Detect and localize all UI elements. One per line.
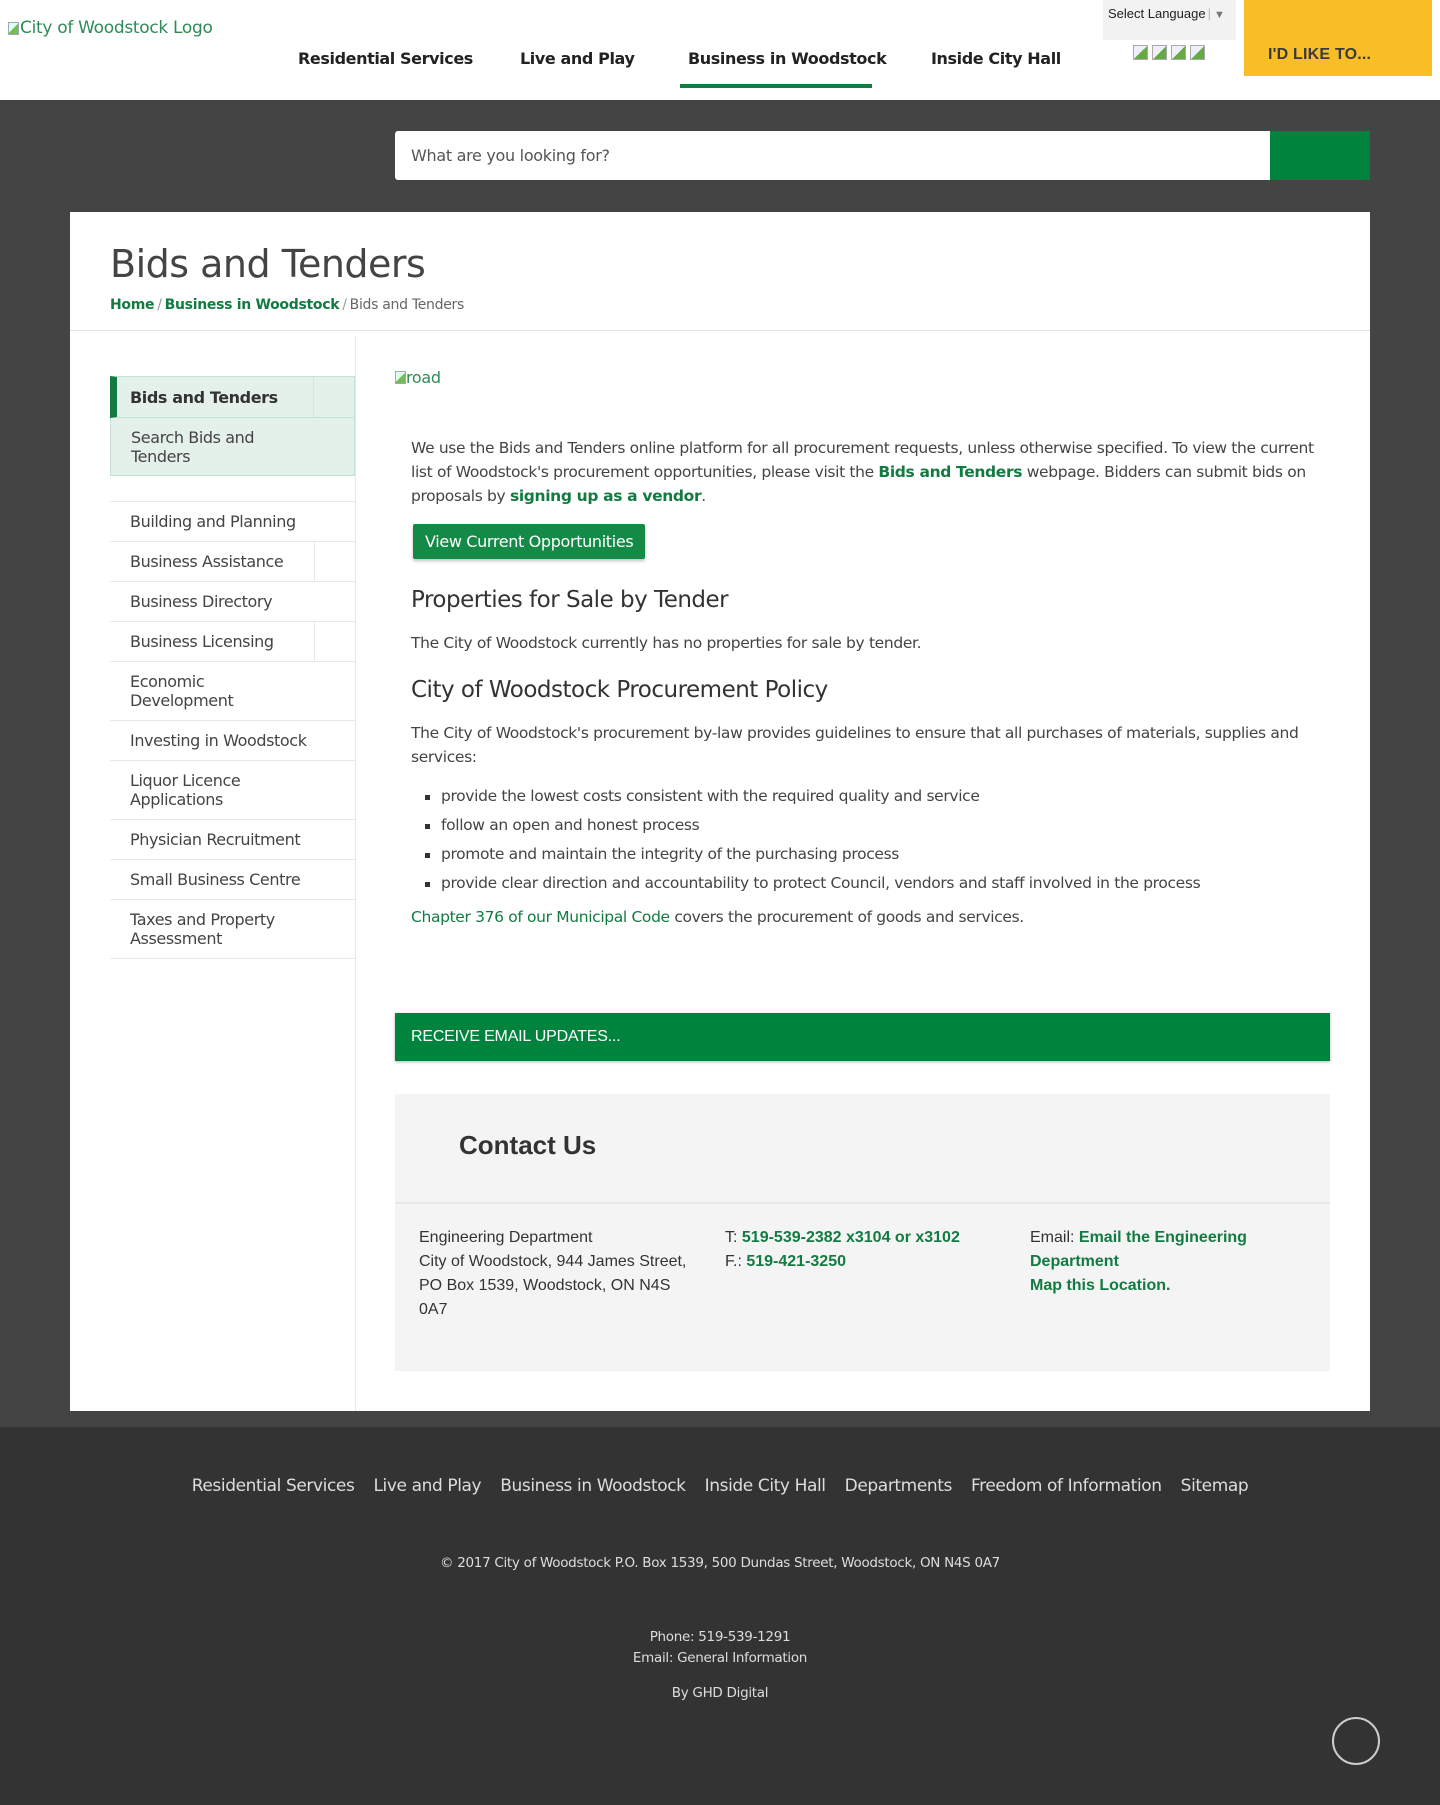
back-to-top-button[interactable] bbox=[1332, 1717, 1380, 1765]
id-like-to-button[interactable]: I'D LIKE TO... bbox=[1244, 0, 1432, 76]
properties-heading: Properties for Sale by Tender bbox=[411, 587, 729, 613]
active-nav-indicator bbox=[680, 84, 872, 88]
properties-text: The City of Woodstock currently has no properties for sale by tender. bbox=[411, 634, 922, 652]
flag-icon[interactable] bbox=[1171, 45, 1186, 60]
list-item: promote and maintain the integrity of the purchasing process bbox=[425, 840, 1330, 869]
list-item: provide the lowest costs consistent with the required quality and service bbox=[425, 782, 1330, 811]
dropdown-arrow-icon: ▼ bbox=[1213, 9, 1225, 21]
receive-email-updates-button[interactable]: RECEIVE EMAIL UPDATES... bbox=[395, 1013, 1330, 1061]
site-footer bbox=[0, 1427, 1440, 1805]
contact-phone: T: 519-539-2382 x3104 or x3102 F.: 519-421-3250 bbox=[725, 1229, 960, 1270]
sidebar-item-business-assistance[interactable]: Business Assistance bbox=[110, 541, 355, 581]
flag-icon[interactable] bbox=[1133, 45, 1148, 60]
road-image: road bbox=[395, 368, 1330, 387]
view-opportunities-button[interactable]: View Current Opportunities bbox=[413, 524, 645, 559]
search-input[interactable] bbox=[395, 131, 1271, 180]
sidebar-divider bbox=[355, 336, 356, 1411]
phone-link[interactable]: 519-539-2382 x3104 or x3102 bbox=[741, 1229, 960, 1246]
main-content bbox=[395, 368, 1330, 929]
footer-link-business[interactable]: Business in Woodstock bbox=[500, 1476, 686, 1496]
sidebar-nav bbox=[110, 376, 355, 959]
sidebar-item-investing[interactable]: Investing in Woodstock bbox=[110, 720, 355, 760]
bids-and-tenders-link[interactable]: Bids and Tenders bbox=[878, 463, 1023, 481]
fax-link[interactable]: 519-421-3250 bbox=[746, 1253, 846, 1270]
nav-inside-city-hall[interactable]: Inside City Hall bbox=[931, 49, 1061, 68]
sidebar-item-business-directory[interactable]: Business Directory bbox=[110, 581, 355, 621]
policy-text: The City of Woodstock's procurement by-law provides guidelines to ensure that all purchases of materials, supplies and services: bbox=[411, 724, 1299, 766]
language-select-label: Select Language bbox=[1108, 6, 1206, 21]
site-header bbox=[0, 0, 1440, 100]
sidebar-item-building-planning[interactable]: Building and Planning bbox=[110, 501, 355, 541]
footer-nav bbox=[0, 1476, 1440, 1496]
page-title: Bids and Tenders bbox=[110, 242, 426, 286]
sidebar-item-taxes-property[interactable]: Taxes and Property Assessment bbox=[110, 899, 355, 959]
policy-list bbox=[411, 782, 1330, 898]
contact-heading: Contact Us bbox=[459, 1130, 597, 1160]
logo-alt-text: City of Woodstock Logo bbox=[20, 18, 213, 38]
contact-address: Engineering Department City of Woodstock, 944 James Street, PO Box 1539, Woodstock, ON N4S 0A7 bbox=[419, 1229, 687, 1318]
list-item: provide clear direction and accountability to protect Council, vendors and staff involved in the process bbox=[425, 869, 1330, 898]
copyright: © 2017 City of Woodstock P.O. Box 1539, 500 Dundas Street, Woodstock, ON N4S 0A7 bbox=[440, 1555, 1000, 1571]
breadcrumb-home[interactable]: Home bbox=[110, 297, 155, 313]
sidebar-item-business-licensing[interactable]: Business Licensing bbox=[110, 621, 355, 661]
footer-link-live-play[interactable]: Live and Play bbox=[373, 1476, 482, 1496]
footer-contact: Phone: 519-539-1291 Email: General Information bbox=[0, 1627, 1440, 1669]
footer-link-residential[interactable]: Residential Services bbox=[191, 1476, 355, 1496]
chapter-paragraph: Chapter 376 of our Municipal Code covers the procurement of goods and services. bbox=[411, 908, 1024, 926]
main-card bbox=[70, 212, 1370, 1411]
footer-link-city-hall[interactable]: Inside City Hall bbox=[704, 1476, 826, 1496]
sidebar-item-bids-and-tenders[interactable]: Bids and Tenders bbox=[110, 376, 355, 418]
flag-icon[interactable] bbox=[1190, 45, 1205, 60]
nav-live-and-play[interactable]: Live and Play bbox=[520, 49, 635, 68]
language-select[interactable]: Select Language | ▼ bbox=[1103, 0, 1236, 40]
site-logo[interactable] bbox=[8, 18, 213, 38]
footer-link-foi[interactable]: Freedom of Information bbox=[971, 1476, 1162, 1496]
footer-email-link[interactable]: Email: General Information bbox=[632, 1650, 808, 1666]
breadcrumb-business[interactable]: Business in Woodstock bbox=[164, 297, 340, 313]
footer-link-departments[interactable]: Departments bbox=[844, 1476, 952, 1496]
email-engineering-link[interactable]: Email the Engineering Department bbox=[1030, 1229, 1247, 1270]
broken-image-icon bbox=[8, 22, 19, 35]
divider bbox=[70, 330, 1370, 331]
sidebar-item-physician-recruitment[interactable]: Physician Recruitment bbox=[110, 819, 355, 859]
municipal-code-link[interactable]: Chapter 376 of our Municipal Code bbox=[411, 908, 670, 926]
sidebar-item-liquor-licence[interactable]: Liquor Licence Applications bbox=[110, 760, 355, 819]
language-flags bbox=[1133, 45, 1205, 60]
sidebar-item-economic-development[interactable]: Economic Development bbox=[110, 661, 355, 720]
contact-us-panel bbox=[395, 1094, 1330, 1371]
sidebar-item-small-business-centre[interactable]: Small Business Centre bbox=[110, 859, 355, 899]
search-placeholder: What are you looking for? bbox=[411, 146, 610, 165]
list-item: follow an open and honest process bbox=[425, 811, 1330, 840]
breadcrumb: Home / Business in Woodstock / Bids and Tenders bbox=[110, 297, 464, 313]
policy-heading: City of Woodstock Procurement Policy bbox=[411, 677, 828, 703]
broken-image-icon bbox=[395, 371, 406, 384]
search-button[interactable] bbox=[1270, 131, 1370, 180]
nav-residential-services[interactable]: Residential Services bbox=[298, 49, 473, 68]
contact-email: Email: Email the Engineering Department Map this Location. bbox=[1030, 1229, 1247, 1294]
vendor-signup-link[interactable]: signing up as a vendor bbox=[509, 487, 702, 505]
footer-link-sitemap[interactable]: Sitemap bbox=[1180, 1476, 1249, 1496]
sidebar-item-search-bids[interactable]: Search Bids and Tenders bbox=[110, 418, 355, 476]
breadcrumb-current: Bids and Tenders bbox=[349, 297, 464, 313]
intro-paragraph: We use the Bids and Tenders online platform for all procurement requests, unless otherwise specified. To view the current list of Woodstock's procurement opportunities, please visit the Bids and Tenders webpage. Bidders can submit bids on proposals by signing up as a vendor. bbox=[411, 439, 1314, 505]
map-location-link[interactable]: Map this Location. bbox=[1030, 1277, 1171, 1294]
flag-icon[interactable] bbox=[1152, 45, 1167, 60]
nav-business-in-woodstock[interactable]: Business in Woodstock bbox=[688, 49, 887, 68]
footer-credit[interactable]: By GHD Digital bbox=[671, 1685, 769, 1701]
